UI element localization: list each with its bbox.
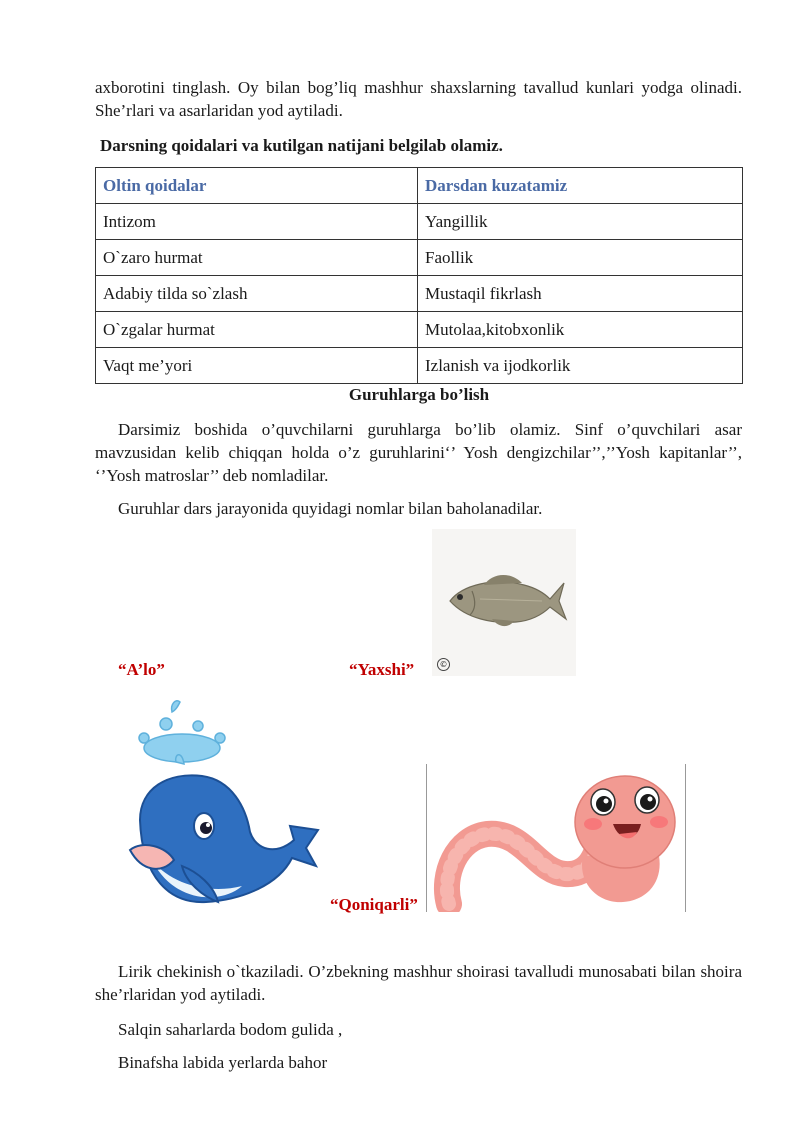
worm-icon (427, 764, 685, 912)
table-cell: Yangillik (418, 204, 743, 240)
grade-satisfactory-label: “Qoniqarli” (330, 895, 418, 914)
table-cell: Intizom (96, 204, 418, 240)
rules-table (95, 167, 743, 384)
table-cell: Mustaqil fikrlash (418, 276, 743, 312)
whale-image (122, 690, 322, 915)
groups-paragraph: Darsimiz boshida o’quvchilarni guruhlarga bo’lib olamiz. Sinf o’quvchilari asar mavzusidan kelib chiqqan holda o’z guruhlarini‘’ Yosh dengizchilar’’,’’Yosh kapitanlar’’, ‘’Yosh matroslar’’ deb nomladilar. (95, 420, 742, 485)
fish-icon (432, 529, 576, 676)
rules-heading: Darsning qoidalari va kutilgan natijani belgilab olamiz. (100, 136, 503, 155)
table-row (96, 204, 743, 240)
table-row (96, 312, 743, 348)
table-row (96, 276, 743, 312)
groups-title: Guruhlarga bo’lish (348, 385, 490, 404)
table-header-row (96, 168, 743, 204)
lyric-paragraph: Lirik chekinish o`tkaziladi. O’zbekning mashhur shoirasi tavalludi munosabati bilan shoira she’rlaridan yod aytiladi. (95, 962, 742, 1004)
worm-image (426, 764, 686, 912)
table-header-cell: Darsdan kuzatamiz (418, 168, 743, 204)
table-row (96, 348, 743, 384)
poem-line: Salqin saharlarda bodom gulida , (118, 1020, 343, 1039)
poem-line: Binafsha labida yerlarda bahor (118, 1053, 328, 1072)
table-cell: O`zaro hurmat (96, 240, 418, 276)
copyright-icon: © (437, 658, 450, 671)
grade-good-label: “Yaxshi” (349, 660, 415, 679)
table-cell: Faollik (418, 240, 743, 276)
table-cell: Vaqt me’yori (96, 348, 418, 384)
table-row (96, 240, 743, 276)
whale-icon (122, 690, 322, 915)
table-header-cell: Oltin qoidalar (96, 168, 418, 204)
grading-paragraph: Guruhlar dars jarayonida quyidagi nomlar bilan baholanadilar. (118, 499, 543, 518)
table-cell: O`zgalar hurmat (96, 312, 418, 348)
table-cell: Adabiy tilda so`zlash (96, 276, 418, 312)
table-cell: Mutolaa,kitobxonlik (418, 312, 743, 348)
fish-image (432, 529, 576, 676)
table-cell: Izlanish va ijodkorlik (418, 348, 743, 384)
intro-paragraph: axborotini tinglash. Oy bilan bog’liq mashhur shaxslarning tavallud kunlari yodga olinadi. She’rlari va asarlaridan yod aytiladi. (95, 78, 742, 120)
grade-excellent-label: “A’lo” (118, 660, 165, 679)
